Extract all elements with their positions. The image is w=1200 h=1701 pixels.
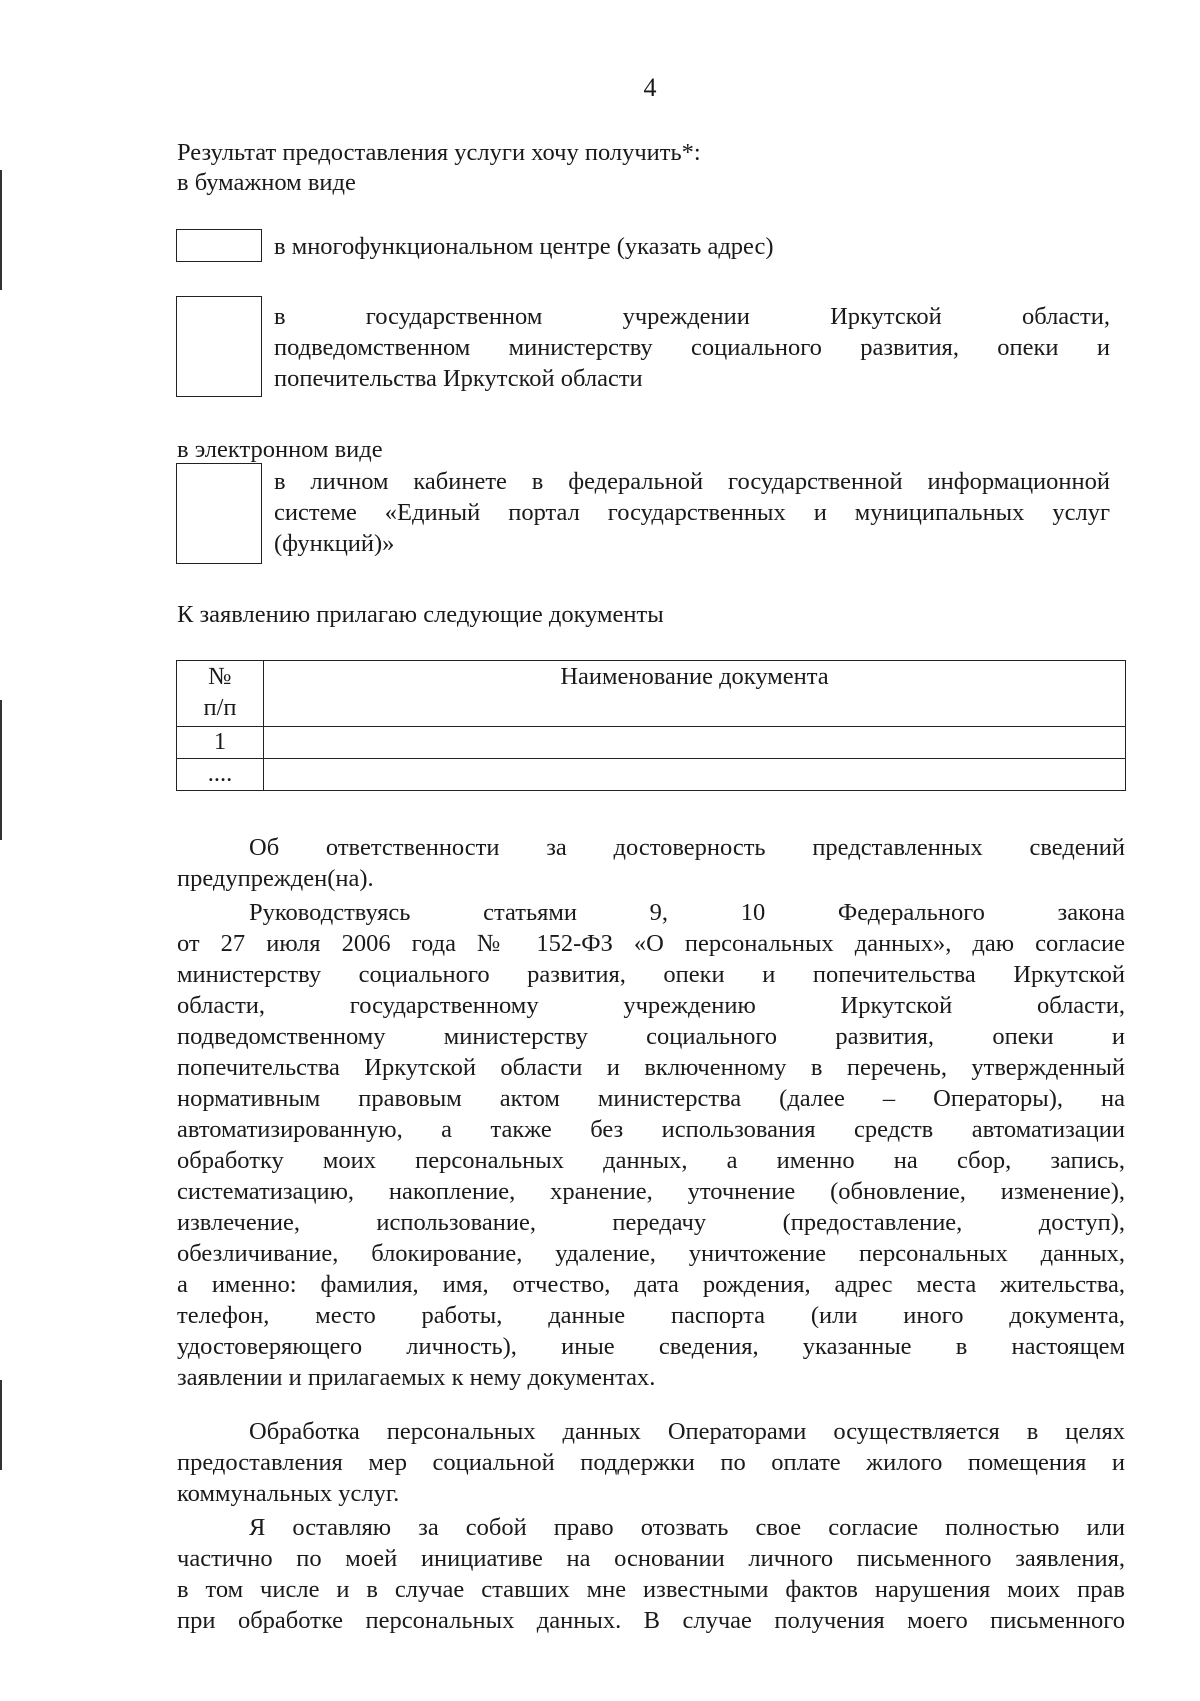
row-number: 1 — [177, 727, 264, 759]
paragraph-line: частично по моей инициативе на основании личного письменного заявления, — [177, 1545, 1125, 1572]
paragraph-line: предупрежден(на). — [177, 865, 374, 892]
paragraph-line: от 27 июля 2006 года № 152-ФЗ «О персональных данных», даю согласие — [177, 930, 1125, 957]
option-line: (функций)» — [274, 530, 395, 557]
paragraph-line: Руководствуясь статьями 9, 10 Федерального закона — [249, 899, 1125, 926]
gosuslugi-checkbox[interactable] — [176, 463, 262, 564]
paragraph-line: подведомственному министерству социального развития, опеки и — [177, 1023, 1125, 1050]
paragraph-line: телефон, место работы, данные паспорта (или иного документа, — [177, 1302, 1125, 1329]
option-line: в многофункциональном центре (указать адрес) — [274, 233, 774, 260]
paragraph-line: обезличивание, блокирование, удаление, уничтожение персональных данных, — [177, 1240, 1125, 1267]
documents-heading: К заявлению прилагаю следующие документы — [177, 601, 664, 628]
paragraph-line: министерству социального развития, опеки и попечительства Иркутской — [177, 961, 1125, 988]
paragraph-line: а именно: фамилия, имя, отчество, дата рождения, адрес места жительства, — [177, 1271, 1125, 1298]
page-number: 4 — [643, 73, 657, 102]
row-document-name[interactable] — [264, 759, 1126, 791]
header-number-line: № — [208, 663, 232, 690]
paragraph-line: систематизацию, накопление, хранение, уточнение (обновление, изменение), — [177, 1178, 1125, 1205]
table-header-row — [177, 661, 1126, 727]
responsibility-paragraph — [177, 832, 1125, 894]
option-line: системе «Единый портал государственных и муниципальных услуг — [274, 499, 1110, 526]
paragraph-line: Об ответственности за достоверность представленных сведений — [249, 834, 1125, 861]
header-number — [177, 661, 264, 727]
scan-edge-mark — [0, 700, 2, 840]
table-row — [177, 727, 1126, 759]
state-institution-checkbox[interactable] — [176, 296, 262, 397]
scan-edge-mark — [0, 1380, 2, 1470]
option-mfc-text — [274, 231, 1114, 262]
paragraph-line: области, государственному учреждению Иркутской области, — [177, 992, 1125, 1019]
row-number: .... — [177, 759, 264, 791]
result-heading: Результат предоставления услуги хочу получить*: — [177, 139, 701, 166]
row-document-name[interactable] — [264, 727, 1126, 759]
option-line: попечительства Иркутской области — [274, 365, 643, 392]
paragraph-line: Обработка персональных данных Операторами осуществляется в целях — [249, 1418, 1125, 1445]
paragraph-line: заявлении и прилагаемых к нему документах. — [177, 1364, 656, 1391]
withdrawal-paragraph — [177, 1512, 1125, 1636]
mfc-checkbox[interactable] — [176, 229, 262, 262]
paragraph-line: Я оставляю за собой право отозвать свое согласие полностью или — [249, 1514, 1125, 1541]
paragraph-line: предоставления мер социальной поддержки по оплате жилого помещения и — [177, 1449, 1125, 1476]
option-line: в государственном учреждении Иркутской области, — [274, 303, 1110, 330]
paragraph-line: коммунальных услуг. — [177, 1480, 400, 1507]
documents-table — [176, 660, 1126, 791]
option-line: в личном кабинете в федеральной государственной информационной — [274, 468, 1110, 495]
electronic-form-label: в электронном виде — [177, 436, 383, 463]
purpose-paragraph — [177, 1416, 1125, 1509]
scan-edge-mark — [0, 170, 2, 290]
paragraph-line: автоматизированную, а также без использования средств автоматизации — [177, 1116, 1125, 1143]
header-document-name: Наименование документа — [264, 661, 1126, 727]
paragraph-line: обработку моих персональных данных, а именно на сбор, запись, — [177, 1147, 1125, 1174]
paragraph-line: в том числе и в случае ставших мне известными фактов нарушения моих прав — [177, 1576, 1125, 1603]
table-row — [177, 759, 1126, 791]
paragraph-line: попечительства Иркутской области и включенному в перечень, утвержденный — [177, 1054, 1125, 1081]
paper-form-label: в бумажном виде — [177, 169, 356, 196]
option-portal-text — [274, 466, 1110, 559]
paragraph-line: удостоверяющего личность), иные сведения, указанные в настоящем — [177, 1333, 1125, 1360]
paragraph-line: нормативным правовым актом министерства (далее – Операторы), на — [177, 1085, 1125, 1112]
paragraph-line: при обработке персональных данных. В случае получения моего письменного — [177, 1607, 1125, 1634]
option-line: подведомственном министерству социального развития, опеки и — [274, 334, 1110, 361]
header-number-line: п/п — [203, 694, 237, 721]
option-institution-text — [274, 301, 1110, 394]
consent-paragraph — [177, 897, 1125, 1393]
paragraph-line: извлечение, использование, передачу (предоставление, доступ), — [177, 1209, 1125, 1236]
